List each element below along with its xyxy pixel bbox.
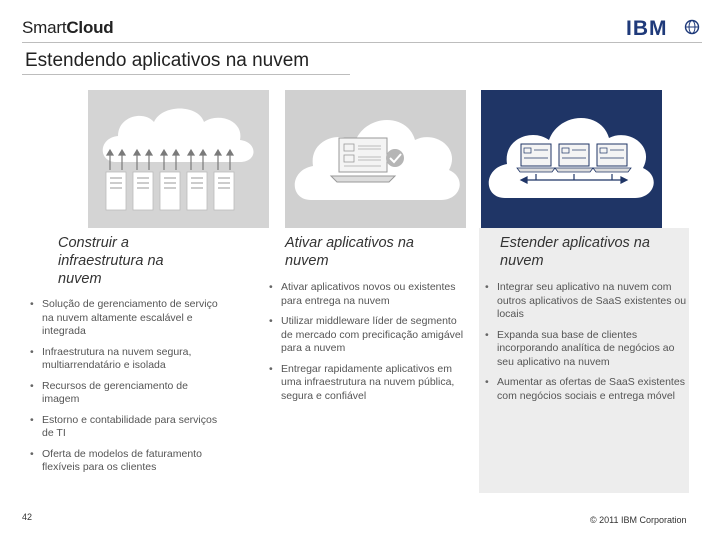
- list-item: • Recursos de gerenciamento de imagem: [28, 380, 224, 407]
- panel-enable-applications: [285, 90, 466, 228]
- slide-title: Estendendo aplicativos na nuvem: [25, 50, 310, 71]
- ibm-logo: IBM: [626, 17, 668, 40]
- brand-logo: [22, 18, 114, 38]
- list-item: • Aumentar as ofertas de SaaS existentes com negócios sociais e entrega móvel: [483, 376, 687, 403]
- list-item: • Oferta de modelos de faturamento flexíveis para os clientes: [28, 448, 224, 475]
- column-3-bullets: [483, 281, 687, 410]
- cloud-servers-upload-icon: [88, 90, 269, 228]
- list-item: • Integrar seu aplicativo na nuvem com outros aplicativos de SaaS existentes ou locais: [483, 281, 687, 322]
- list-item: • Estorno e contabilidade para serviços de TI: [28, 414, 224, 441]
- list-item: • Utilizar middleware líder de segmento de mercado com precificação amigável para a nuvem: [267, 315, 467, 356]
- cloud-connected-laptops-icon: [481, 90, 662, 228]
- panel-extend-applications: [481, 90, 662, 228]
- cloud-laptop-check-icon: [285, 90, 466, 228]
- copyright: © 2011 IBM Corporation: [590, 515, 687, 525]
- brand-prefix: Smart: [22, 18, 67, 37]
- brand-suffix: Cloud: [66, 18, 114, 37]
- header-divider: [22, 42, 702, 43]
- globe-icon: [684, 19, 700, 35]
- column-1-title: Construir a infraestrutura na nuvem: [58, 235, 164, 287]
- list-item: • Ativar aplicativos novos ou existentes para entrega na nuvem: [267, 281, 467, 308]
- column-3-title: Estender aplicativos na nuvem: [500, 235, 650, 269]
- column-2-title: Ativar aplicativos na nuvem: [285, 235, 414, 269]
- list-item: • Entregar rapidamente aplicativos em uma infraestrutura na nuvem pública, segura e confiável: [267, 363, 467, 404]
- column-1-bullets: [28, 298, 224, 482]
- panel-build-infrastructure: [88, 90, 269, 228]
- title-underline: [22, 74, 350, 75]
- column-2-bullets: [267, 281, 467, 410]
- list-item: • Infraestrutura na nuvem segura, multiarrendatário e isolada: [28, 346, 224, 373]
- list-item: • Solução de gerenciamento de serviço na nuvem altamente escalável e integrada: [28, 298, 224, 339]
- page-number: 42: [22, 512, 33, 522]
- list-item: • Expanda sua base de clientes incorporando analítica de negócios ao seu aplicativo na nuvem: [483, 329, 687, 370]
